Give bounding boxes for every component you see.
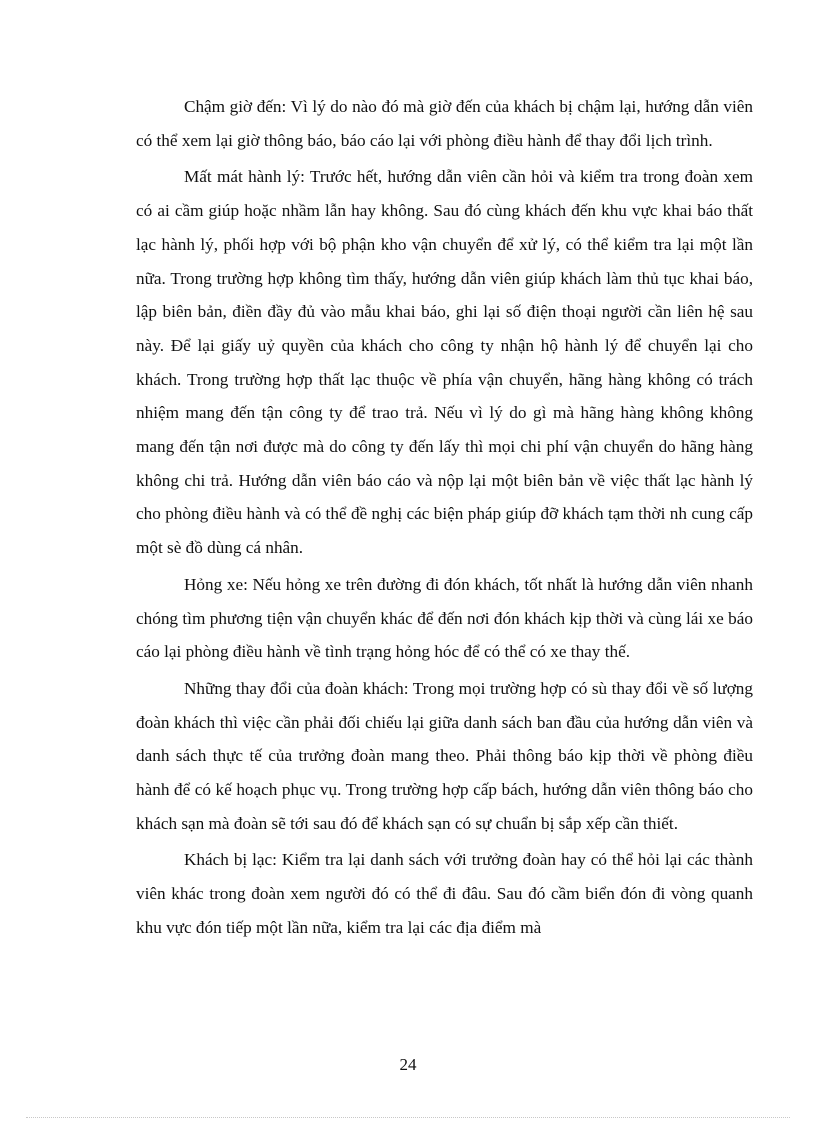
body-text [136,90,753,948]
paragraph-late-arrival: Chậm giờ đến: Vì lý do nào đó mà giờ đến của khách bị chậm lại, hướng dẫn viên có thể xem lại giờ thông báo, báo cáo lại với phòng điều hành để thay đổi lịch trình. [136,97,753,150]
page-number: 24 [399,1055,417,1074]
paragraph-group-changes: Những thay đổi của đoàn khách: Trong mọi trường hợp có sù thay đổi về số lượng đoàn khách thì việc cần phải đối chiếu lại giữa danh sách ban đầu của hướng dẫn viên và danh sách thực tế của trưởng đoàn mang theo. Phải thông báo kịp thời về phòng điều hành để có kế hoạch phục vụ. Trong trường hợp cấp bách, hướng dẫn viên thông báo cho khách sạn mà đoàn sẽ tới sau đó để khách sạn có sự chuẩn bị sắp xếp cần thiết. [136,678,753,833]
page-bottom-divider [26,1117,790,1118]
paragraph-vehicle-breakdown: Hỏng xe: Nếu hỏng xe trên đường đi đón khách, tốt nhất là hướng dẫn viên nhanh chóng tìm phương tiện vận chuyển khác để đến nơi đón khách kịp thời và cùng lái xe báo cáo lại phòng điều hành về tình trạng hỏng hóc để có thể có xe thay thế. [136,574,753,662]
paragraph-lost-luggage: Mất mát hành lý: Trước hết, hướng dẫn viên cần hỏi và kiểm tra trong đoàn xem có ai cầm giúp hoặc nhầm lẫn hay không. Sau đó cùng khách đến khu vực khai báo thất lạc hành lý, phối hợp với bộ phận kho vận chuyển để xử lý, có thể kiểm tra lại một lần nữa. Trong trường hợp không tìm thấy, hướng dẫn viên giúp khách làm thủ tục khai báo, lập biên bản, điền đầy đủ vào mẫu khai báo, ghi lại số điện thoại người cần liên hệ sau này. Để lại giấy uỷ quyền của khách cho công ty nhận hộ hành lý để chuyển lại cho khách. Trong trường hợp thất lạc thuộc về phía vận chuyển, hãng hàng không có trách nhiệm mang đến tận công ty để trao trả. Nếu vì lý do gì mà hãng hàng không không mang đến tận nơi được mà do công ty đến lấy thì mọi chi phí vận chuyển do hãng hàng không chi trả. Hướng dẫn viên báo cáo và nộp lại một biên bản về việc thất lạc hành lý cho phòng điều hành và có thể đề nghị các biện pháp giúp đỡ khách tạm thời nh cung cấp một sè đồ dùng cá nhân. [136,167,753,558]
paragraph-lost-guest: Khách bị lạc: Kiểm tra lại danh sách với trưởng đoàn hay có thể hỏi lại các thành viên khác trong đoàn xem người đó có thể đi đâu. Sau đó cầm biển đón đi vòng quanh khu vực đón tiếp một lần nữa, kiểm tra lại các địa điểm mà [136,850,753,937]
